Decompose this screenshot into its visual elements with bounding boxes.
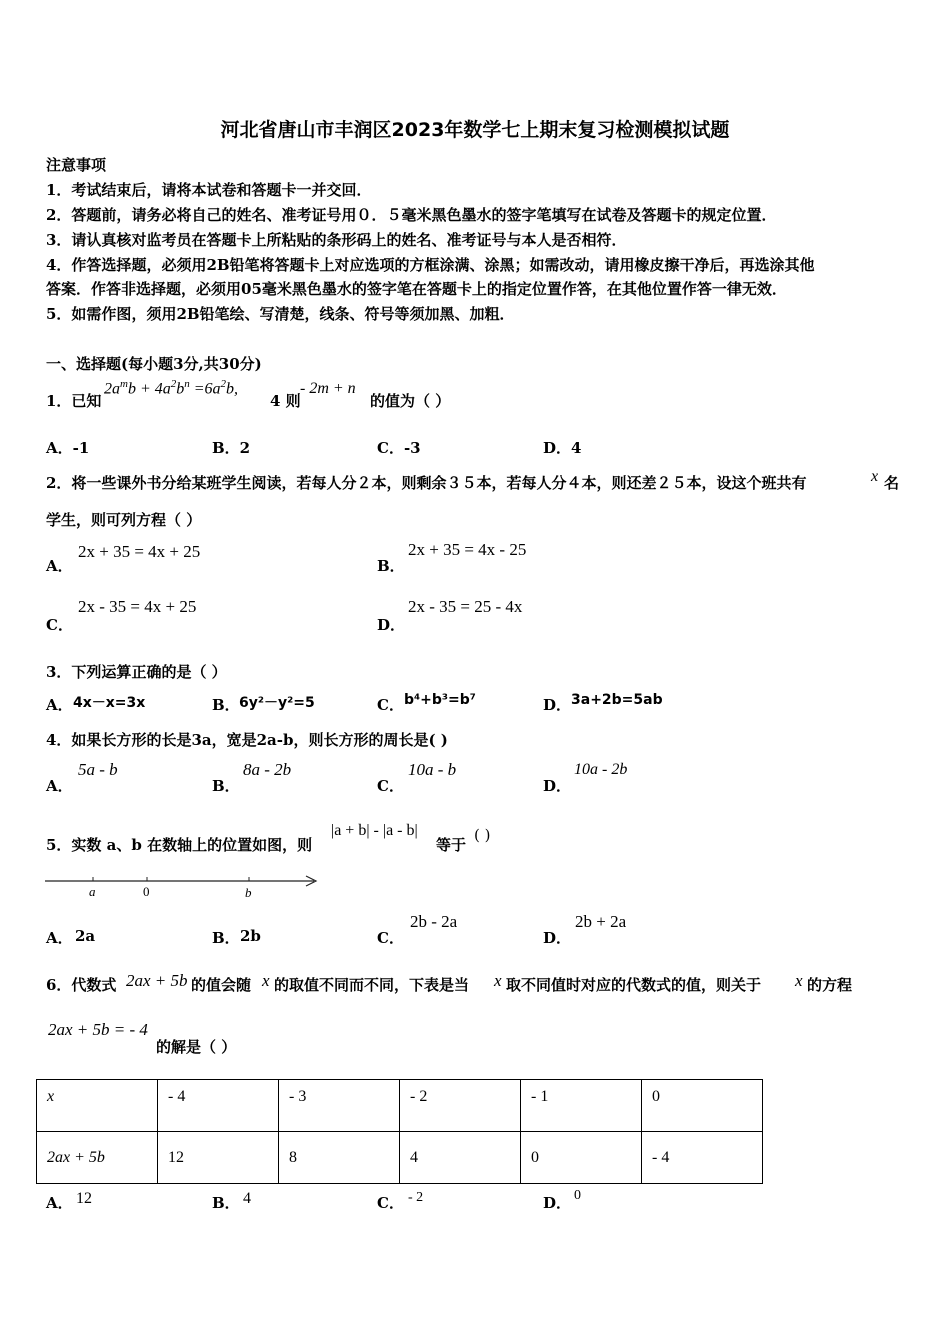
note-item: 3．请认真核对监考员在答题卡上所粘贴的条形码上的姓名、准考证号与本人是否相符． [46,231,627,249]
q1-option-c: C．-3 [377,439,421,457]
q4-option-c: 10a - b [408,760,457,779]
note-item: 5．如需作图，须用2B铅笔绘、写清楚，线条、符号等须加黑、加粗． [46,305,515,323]
q6-text-3: 取不同值时对应的代数式的值，则关于 [506,976,762,994]
table-cell: 0 [642,1080,763,1132]
table-row [37,1132,763,1184]
table-cell: - 2 [400,1080,521,1132]
q1-option-b: B．2 [212,439,251,457]
note-item: 2．答题前，请务必将自己的姓名、准考证号用０．５毫米黑色墨水的签字笔填写在试卷及答题卡的规定位置． [46,206,777,224]
value-table [36,1079,763,1184]
q4-option-b: 8a - 2b [243,760,292,779]
q6-option-a-label: A． [46,1194,73,1212]
q1-expression-2: - 2m + n [300,380,356,397]
q1-prefix: 1．已知 [46,392,102,410]
q4-option-d: 10a - 2b [574,761,628,778]
q3-option-b-label: B． [212,696,240,714]
q4-option-a: 5a - b [78,760,118,779]
q4-option-b-label: B． [212,777,240,795]
q5-suffix: 等于 [436,836,467,854]
q5-option-c: 2b - 2a [410,912,458,931]
q4-option-c-label: C． [377,777,404,795]
note-item: 1．考试结束后，请将本试卷和答题卡一并交回． [46,181,372,199]
table-cell: - 4 [642,1132,763,1184]
q1-mid: 4 则 [270,392,301,410]
q6-option-b: 4 [243,1190,251,1207]
q2-option-b-label: B． [377,557,405,575]
q1-option-a: A．-1 [46,439,90,457]
q2-option-d-label: D． [377,616,406,634]
table-cell: - 3 [279,1080,400,1132]
q2-line2: 学生，则可列方程（ ） [46,511,202,529]
table-row [37,1080,763,1132]
q6-expression: 2ax + 5b [126,971,188,990]
q4-text: 4．如果长方形的长是3a，宽是2a-b，则长方形的周长是( ) [46,731,448,749]
note-item: 4．作答选择题，必须用2B铅笔将答题卡上对应选项的方框涂满、涂黑；如需改动，请用橡皮擦干净后，再选涂其他 [46,256,815,274]
q3-text: 3．下列运算正确的是（ ） [46,663,227,681]
q6-text-2: 的取值不同而不同，下表是当 [274,976,470,994]
q6-option-a: 12 [76,1190,92,1207]
notes-heading: 注意事项 [46,156,107,174]
q5-option-a-label: A． [46,929,73,947]
q2-option-a-label: A． [46,557,73,575]
q5-expression: |a + b| - |a - b| [331,822,418,839]
q2-option-d: 2x - 35 = 25 - 4x [408,597,523,616]
q5-prefix: 5．实数 a、b 在数轴上的位置如图，则 [46,836,313,854]
q3-option-a-label: A． [46,696,73,714]
q4-option-a-label: A． [46,777,73,795]
q6-option-b-label: B． [212,1194,240,1212]
q5-option-b-label: B． [212,929,240,947]
q2-option-b: 2x + 35 = 4x - 25 [408,540,527,559]
q3-option-d-label: D． [543,696,572,714]
q5-paren: ( ) [474,826,491,844]
q6-equation-suffix: 的解是（ ） [156,1038,237,1056]
q3-option-d: 3a+2b=5ab [571,692,663,708]
q6-var-2: x [494,971,502,990]
q2-option-c-label: C． [46,616,73,634]
q5-option-b: 2b [240,927,261,945]
table-cell: - 4 [158,1080,279,1132]
q3-option-c-label: C． [377,696,404,714]
q5-option-d: 2b + 2a [575,912,627,931]
q3-option-c: b⁴+b³=b⁷ [404,692,476,708]
q2-variable: x [871,468,879,485]
q6-equation: 2ax + 5b = - 4 [48,1020,148,1039]
axis-label-b: b [245,885,252,900]
table-cell: 2ax + 5b [37,1132,158,1184]
q2-option-a: 2x + 35 = 4x + 25 [78,542,201,561]
q6-option-c-label: C． [377,1194,404,1212]
axis-label-0: 0 [143,884,150,899]
q6-option-d-label: D． [543,1194,572,1212]
table-cell: 0 [521,1132,642,1184]
note-item: 答案．作答非选择题，必须用05毫米黑色墨水的签字笔在答题卡上的指定位置作答，在其他位置作答一律无效． [46,280,787,298]
table-cell: - 1 [521,1080,642,1132]
table-cell: 4 [400,1132,521,1184]
q5-option-d-label: D． [543,929,572,947]
q2-line1: 2．将一些课外书分给某班学生阅读，若每人分２本，则剩余３５本，若每人分４本，则还差２５本，设这个班共有 [46,474,807,492]
q6-option-c: - 2 [408,1190,424,1205]
table-cell: 12 [158,1132,279,1184]
q1-expression: $2a^mb + 4a^2b^n =6a^2b$, [104,378,239,398]
q2-line1-end: 名 [884,474,900,492]
q4-option-d-label: D． [543,777,572,795]
q5-option-c-label: C． [377,929,404,947]
table-cell: 8 [279,1132,400,1184]
q1-option-d: D．4 [543,439,582,457]
q1-suffix: 的值为（ ） [370,392,451,410]
q2-option-c: 2x - 35 = 4x + 25 [78,597,197,616]
page-title: 河北省唐山市丰润区2023年数学七上期末复习检测模拟试题 [220,119,730,141]
q6-text-4: 的方程 [807,976,853,994]
q6-var-1: x [262,971,270,990]
section-heading: 一、选择题(每小题3分,共30分) [46,355,262,373]
q6-text-1: 的值会随 [191,976,252,994]
table-cell: x [37,1080,158,1132]
q3-option-a: 4x－x=3x [73,695,146,711]
q3-option-b: 6y²－y²=5 [239,695,315,711]
axis-label-a: a [89,884,96,899]
q6-var-3: x [795,971,803,990]
q6-prefix: 6．代数式 [46,976,117,994]
q6-option-d: 0 [574,1188,581,1203]
number-line [40,868,325,900]
q5-option-a: 2a [75,927,96,945]
